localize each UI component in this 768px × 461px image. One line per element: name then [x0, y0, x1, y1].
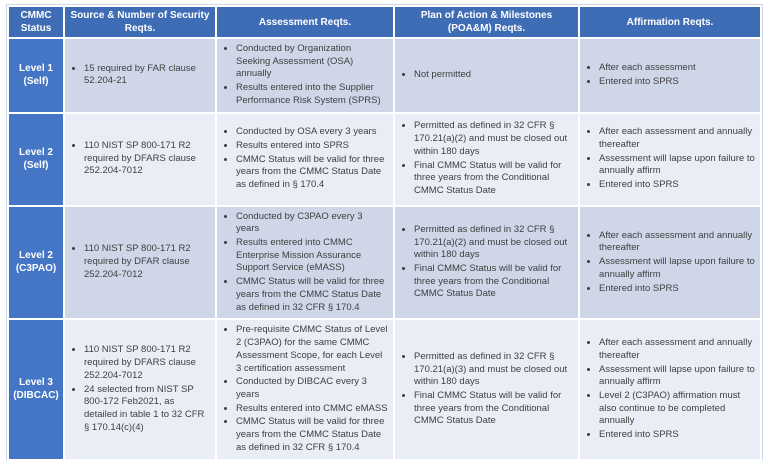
bullet-item: • Pre-requisite CMMC Status of Level 2 (C3PAO) for the same CMMC Assessment Scope, for each Level 3 certification assessment: [236, 324, 388, 375]
bullet-item: • 110 NIST SP 800-171 R2 required by DFARS clause 252.204-7012: [84, 344, 210, 382]
bullet-item: • CMMC Status will be valid for three years from the CMMC Status Date as defined in § 170.4: [236, 154, 388, 192]
bullet-item: • 110 NIST SP 800-171 R2 required by DFAR clause 252.204-7012: [84, 243, 210, 281]
poam-cell: [395, 114, 578, 205]
poam-cell: [395, 39, 578, 112]
source-cell: [65, 207, 215, 319]
status-line: (DIBCAC): [13, 390, 59, 402]
bullet-item: • Conducted by DIBCAC every 3 years: [236, 376, 388, 401]
source-cell: [65, 114, 215, 205]
bullet-item: • Assessment will lapse upon failure to annually affirm: [599, 256, 755, 281]
bullet-list: [70, 243, 210, 281]
bullet-item: • CMMC Status will be valid for three years from the CMMC Status Date as defined in 32 CFR § 170.4: [236, 416, 388, 454]
status-line: (Self): [23, 160, 49, 172]
bullet-list: [70, 344, 210, 434]
poam-cell: [395, 320, 578, 458]
assessment-cell: [217, 39, 393, 112]
bullet-item: • Conducted by OSA every 3 years: [236, 126, 388, 139]
bullet-item: • Results entered into CMMC eMASS: [236, 403, 388, 416]
affirmation-cell: [580, 207, 760, 319]
header-assessment: Assessment Reqts.: [217, 7, 393, 37]
bullet-item: • Results entered into the Supplier Performance Risk System (SPRS): [236, 82, 388, 107]
affirmation-cell: [580, 39, 760, 112]
assessment-cell: [217, 320, 393, 458]
bullet-item: • Final CMMC Status will be valid for three years from the Conditional CMMC Status Date: [414, 160, 573, 198]
bullet-item: • 15 required by FAR clause 52.204-21: [84, 63, 210, 88]
bullet-item: • CMMC Status will be valid for three years from the CMMC Status Date as defined in 32 CFR § 170.4: [236, 276, 388, 314]
bullet-item: • Permitted as defined in 32 CFR § 170.21(a)(3) and must be closed out within 180 days: [414, 351, 573, 389]
status-cell: [9, 207, 63, 319]
bullet-item: • Results entered into CMMC Enterprise Mission Assurance Support Service (eMASS): [236, 237, 388, 275]
table-row: [9, 320, 760, 458]
bullet-item: • After each assessment and annually thereafter: [599, 126, 755, 151]
bullet-item: • Entered into SPRS: [599, 429, 755, 442]
status-line: Level 3: [19, 376, 53, 388]
header-cmmc-status: CMMC Status: [9, 7, 63, 37]
bullet-item: • Not permitted: [414, 69, 573, 82]
bullet-item: • 24 selected from NIST SP 800-172 Feb2021, as detailed in table 1 to 32 CFR § 170.14(c)(4): [84, 384, 210, 435]
bullet-list: [222, 43, 388, 108]
bullet-list: [70, 63, 210, 88]
bullet-item: • Entered into SPRS: [599, 179, 755, 192]
bullet-item: • Conducted by Organization Seeking Assessment (OSA) annually: [236, 43, 388, 81]
status-cell: [9, 114, 63, 205]
bullet-list: [222, 126, 388, 192]
bullet-item: • Level 2 (C3PAO) affirmation must also continue to be completed annually: [599, 390, 755, 428]
header-affirmation: Affirmation Reqts.: [580, 7, 760, 37]
bullet-list: [222, 324, 388, 454]
bullet-item: • Final CMMC Status will be valid for three years from the Conditional CMMC Status Date: [414, 390, 573, 428]
header-source-number: Source & Number of Security Reqts.: [65, 7, 215, 37]
affirmation-cell: [580, 114, 760, 205]
bullet-item: • After each assessment: [599, 62, 755, 75]
poam-cell: [395, 207, 578, 319]
bullet-item: • Assessment will lapse upon failure to annually affirm: [599, 364, 755, 389]
bullet-item: • Conducted by C3PAO every 3 years: [236, 211, 388, 236]
bullet-list: [585, 230, 755, 296]
bullet-list: [70, 140, 210, 178]
table-row: [9, 114, 760, 205]
table-body: [9, 39, 760, 459]
bullet-item: • Permitted as defined in 32 CFR § 170.21(a)(2) and must be closed out within 180 days: [414, 224, 573, 262]
status-cell: [9, 320, 63, 458]
bullet-item: • Permitted as defined in 32 CFR § 170.21(a)(2) and must be closed out within 180 days: [414, 120, 573, 158]
status-line: Level 2: [19, 249, 53, 261]
bullet-list: [400, 224, 573, 301]
bullet-list: [222, 211, 388, 315]
bullet-list: [585, 126, 755, 192]
source-cell: [65, 320, 215, 458]
assessment-cell: [217, 114, 393, 205]
status-line: Level 1: [19, 62, 53, 74]
bullet-list: [400, 69, 573, 82]
bullet-list: [585, 62, 755, 88]
bullet-item: • Results entered into SPRS: [236, 140, 388, 153]
bullet-item: • Assessment will lapse upon failure to annually affirm: [599, 153, 755, 178]
status-cell: [9, 39, 63, 112]
bullet-item: • Entered into SPRS: [599, 76, 755, 89]
status-line: (C3PAO): [15, 263, 57, 275]
table-header-row: [9, 7, 760, 37]
bullet-item: • After each assessment and annually thereafter: [599, 337, 755, 362]
source-cell: [65, 39, 215, 112]
bullet-list: [400, 120, 573, 197]
bullet-list: [400, 351, 573, 428]
status-line: Level 2: [19, 146, 53, 158]
bullet-item: • After each assessment and annually thereafter: [599, 230, 755, 255]
bullet-item: • Entered into SPRS: [599, 283, 755, 296]
table-row: [9, 39, 760, 112]
cmmc-requirements-table: [7, 5, 762, 461]
affirmation-cell: [580, 320, 760, 458]
bullet-item: • Final CMMC Status will be valid for three years from the Conditional CMMC Status Date: [414, 263, 573, 301]
bullet-item: • 110 NIST SP 800-171 R2 required by DFARS clause 252.204-7012: [84, 140, 210, 178]
header-poam: Plan of Action & Milestones (POA&M) Reqts.: [395, 7, 578, 37]
assessment-cell: [217, 207, 393, 319]
table-row: [9, 207, 760, 319]
bullet-list: [585, 337, 755, 442]
status-line: (Self): [23, 76, 49, 88]
